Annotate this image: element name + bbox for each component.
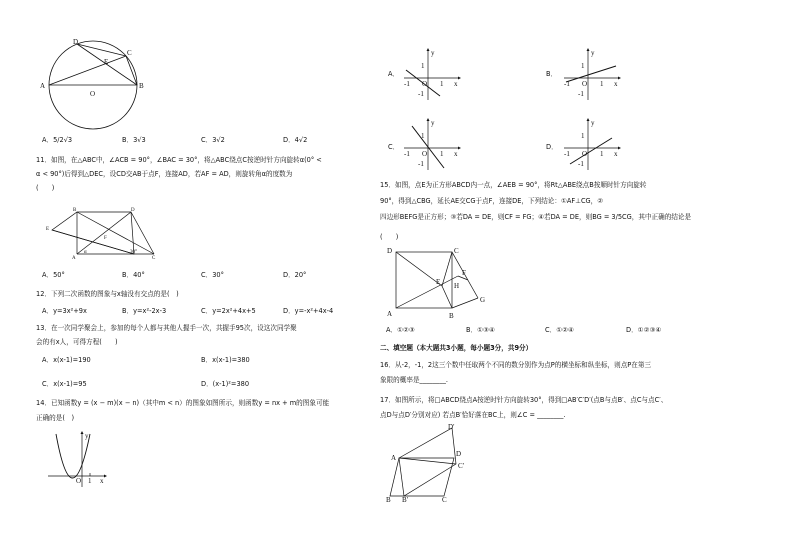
label-B: B (386, 496, 391, 504)
label-A: A (391, 454, 397, 462)
label-D-prime: D′ (448, 423, 455, 431)
q10-option-b[interactable]: B．3√3 (122, 136, 146, 144)
x-axis-arrow (618, 147, 621, 150)
label-y: y (591, 49, 595, 57)
q16-line1: 16．从-2，-1，2这三个数中任取两个不同的数分别作为点P的横坐标和纵坐标，则点P在第三 (380, 361, 652, 369)
q16-line2: 象限的概率是________. (380, 376, 449, 384)
label-y: y (431, 49, 435, 57)
label-O: O (422, 80, 428, 88)
q15-line1: 15．如图，点E为正方形ABCD内一点，∠AEB = 90°，将Rt△ABE绕点B按顺时针方向旋转 (380, 181, 647, 189)
q14-option-d[interactable]: D． (546, 143, 558, 151)
q11-option-b[interactable]: B．40° (122, 271, 145, 279)
label-E: E (104, 58, 109, 66)
label-x: x (100, 477, 104, 485)
label-O: O (582, 150, 588, 158)
label-O: O (422, 150, 428, 158)
q14-option-b[interactable]: B． (546, 70, 558, 78)
y-axis-arrow (587, 118, 590, 121)
q10-option-d[interactable]: D．4√2 (283, 136, 308, 144)
section-2-heading: 二、填空题（本大题共3小题，每小题3分，共9分） (380, 344, 533, 352)
label-x: x (454, 150, 458, 158)
graph-d[interactable] (560, 118, 622, 172)
function-line (570, 138, 612, 164)
q15-option-a[interactable]: A．①②③ (386, 326, 415, 334)
q13-option-b[interactable]: B．x(x-1)=380 (201, 356, 250, 364)
label-C: C (152, 256, 156, 261)
graph-b[interactable] (560, 48, 622, 102)
q15-option-c[interactable]: C．①②④ (545, 326, 574, 334)
q15-line2: 90°，得到△CBG，延长AE交CG于点F，连接DE，下列结论：①AF⊥CG，② (380, 197, 604, 205)
label-A: A (387, 310, 393, 318)
q15-line3: 四边形BEFG是正方形；③若DA = DE，则CF = FG；④若DA = DE，则BG = 3/5CG，其中正确的结论是 (380, 213, 692, 221)
q14-line2: 正确的是( ) (36, 414, 75, 422)
label-minus1: -1 (404, 80, 410, 88)
label-minus1: -1 (418, 160, 424, 168)
label-alpha: α (84, 250, 87, 255)
label-1: 1 (421, 62, 425, 70)
label-B: B (449, 312, 454, 320)
label-H: H (454, 282, 460, 290)
label-O: O (582, 80, 588, 88)
label-A: A (40, 82, 46, 90)
label-minus1: -1 (578, 160, 584, 168)
label-C: C (454, 247, 459, 255)
label-30deg: 30° (130, 250, 137, 255)
label-G: G (480, 296, 486, 304)
label-D: D (73, 38, 79, 46)
label-1: 1 (421, 132, 425, 140)
label-C: C (127, 49, 132, 57)
q15-line4: ( ) (380, 233, 399, 241)
label-F: F (462, 269, 466, 277)
parabola-figure (46, 430, 108, 488)
q15-option-b[interactable]: B．①③④ (466, 326, 495, 334)
label-1: 1 (581, 62, 585, 70)
rotation-figure (44, 206, 174, 262)
q17-line1: 17．如图所示，将□ABCD绕点A按逆时针方向旋转30°，得到□AB′C′D′(点B与点B′、点C与点C′、 (380, 396, 668, 404)
label-E: E (46, 227, 50, 232)
square-figure (384, 246, 494, 322)
y-axis-arrow (427, 48, 430, 51)
function-line (566, 66, 616, 82)
label-1: 1 (440, 150, 444, 158)
q11-line3: ( ) (36, 184, 55, 192)
q11-option-a[interactable]: A．50° (42, 271, 65, 279)
label-1: 1 (600, 80, 604, 88)
label-x: x (614, 150, 618, 158)
q12-option-c[interactable]: C．y=2x²+4x+5 (201, 307, 256, 315)
label-B: B (139, 82, 144, 90)
x-axis-arrow (458, 77, 461, 80)
y-axis-arrow (427, 118, 430, 121)
label-D: D (131, 208, 135, 213)
graph-a[interactable] (400, 48, 462, 102)
q15-option-d[interactable]: D．①②③④ (626, 326, 662, 334)
label-minus1: -1 (578, 90, 584, 98)
label-E: E (436, 278, 441, 286)
q17-line2: 点D与点D′分别对应) 若点B′恰好落在BC上，则∠C = ________. (380, 411, 566, 419)
q12-option-d[interactable]: D．y=-x²+4x-4 (283, 307, 334, 315)
label-O: O (76, 477, 82, 485)
label-x: x (614, 80, 618, 88)
label-O: O (90, 90, 96, 98)
label-y: y (85, 432, 89, 440)
q14-line1: 14．已知函数y = (x − m)(x − n)（其中m < n）的图象如图所示，则函数y = nx + m的图象可能 (36, 399, 330, 407)
q13-option-d[interactable]: D．(x-1)²=380 (201, 380, 250, 388)
label-y: y (431, 119, 435, 127)
q11-option-d[interactable]: D．20° (283, 271, 307, 279)
label-minus1: -1 (404, 150, 410, 158)
label-1: 1 (88, 477, 92, 485)
label-minus1: -1 (418, 90, 424, 98)
label-C: C (442, 496, 447, 504)
q13-option-a[interactable]: A．x(x-1)=190 (42, 356, 91, 364)
parallelogram-figure (382, 420, 472, 502)
q11-line2: α < 90°)后得到△DEC，设CD交AB于点F，连接AD，若AF = AD，则旋转角α的度数为 (36, 170, 293, 178)
label-1: 1 (600, 150, 604, 158)
q10-option-a[interactable]: A．5/2√3 (42, 136, 73, 144)
label-B: B (73, 208, 77, 213)
circle-figure (40, 38, 150, 138)
graph-c[interactable] (400, 118, 462, 172)
label-D: D (456, 450, 462, 458)
q13-line1: 13．在一次同学聚会上，参加的每个人都与其他人握手一次，共握手95次，设这次同学聚 (36, 324, 297, 332)
q11-line1: 11．如图，在△ABC中，∠ACB = 90°，∠BAC = 30°，将△ABC绕点C按逆时针方向旋转α(0° < (36, 156, 322, 164)
q14-option-a[interactable]: A． (388, 70, 400, 78)
label-y: y (591, 119, 595, 127)
q14-option-c[interactable]: C． (388, 143, 400, 151)
label-B-prime: B′ (402, 496, 409, 504)
q10-option-c[interactable]: C．3√2 (201, 136, 225, 144)
label-1: 1 (581, 132, 585, 140)
label-x: x (454, 80, 458, 88)
q13-option-c[interactable]: C．x(x-1)=95 (42, 380, 87, 388)
label-A: A (72, 256, 76, 261)
x-axis-arrow (458, 147, 461, 150)
q12-stem: 12．下列二次函数的图象与x轴没有交点的是( ) (36, 290, 179, 298)
label-F: F (104, 236, 107, 241)
label-D: D (387, 247, 393, 255)
q12-option-b[interactable]: B．y=x²-2x-3 (122, 307, 167, 315)
y-axis-arrow (587, 48, 590, 51)
label-1: 1 (440, 80, 444, 88)
q12-option-a[interactable]: A．y=3x²+9x (42, 307, 87, 315)
q11-option-c[interactable]: C．30° (201, 271, 224, 279)
label-minus1: -1 (564, 150, 570, 158)
q13-line2: 会的有x人，可得方程( ) (36, 338, 118, 346)
x-axis-arrow (618, 77, 621, 80)
label-minus1: -1 (564, 80, 570, 88)
label-C-prime: C′ (458, 462, 465, 470)
